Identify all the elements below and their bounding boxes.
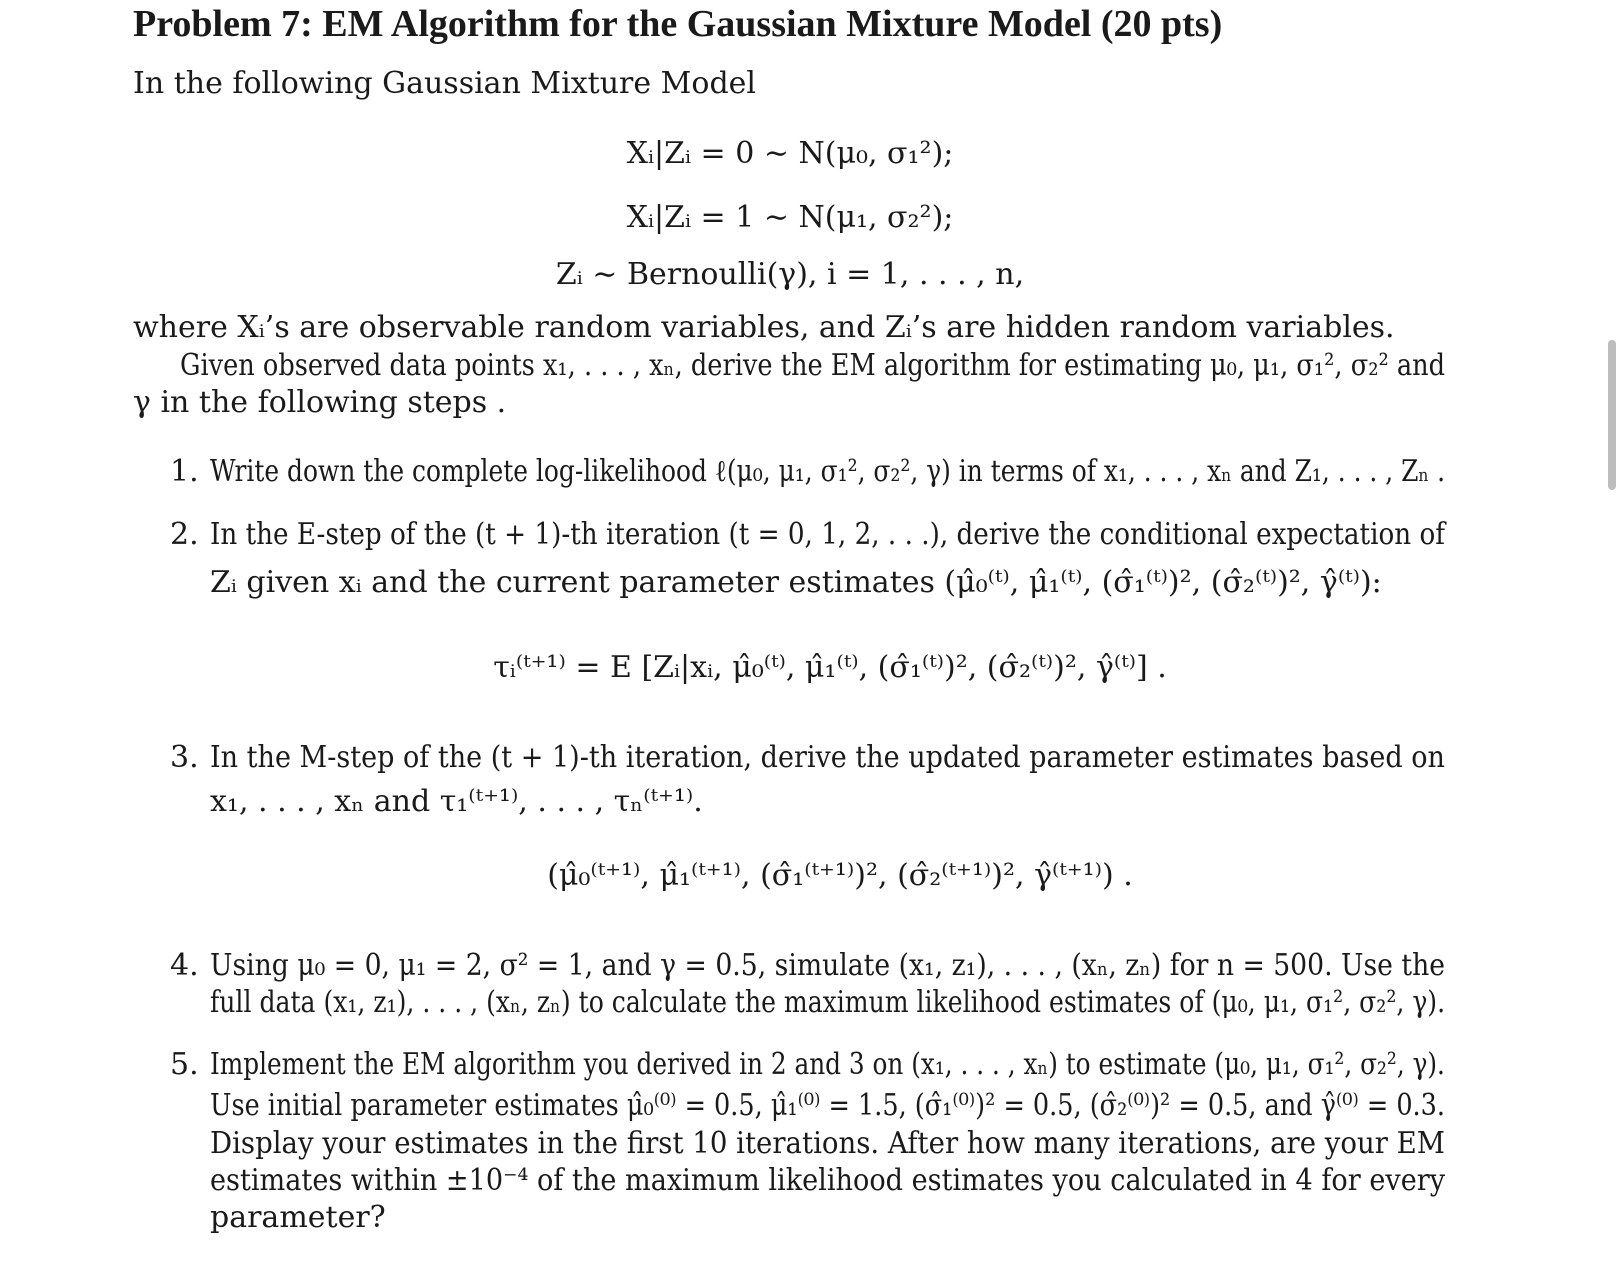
given-text-line1: Given observed data points x₁, . . . , xₙ, derive the EM algorithm for estimating μ₀, μ₁, σ₁², σ₂² and xyxy=(180,348,1446,383)
item-3-text-line1: In the M-step of the (t + 1)-th iteration, derive the updated parameter estimates based on xyxy=(210,740,1445,775)
model-equation-1: Xᵢ|Zᵢ = 0 ∼ N(μ₀, σ₁²); xyxy=(626,136,954,171)
item-4-text-line1: Using μ₀ = 0, μ₁ = 2, σ² = 1, and γ = 0.5, simulate (x₁, z₁), . . . , (xₙ, zₙ) for n = 500. Use the xyxy=(210,948,1446,983)
item-3-number: 3. xyxy=(170,740,199,775)
item-2-equation: τᵢ⁽ᵗ⁺¹⁾ = E [Zᵢ|xᵢ, μ̂₀⁽ᵗ⁾, μ̂₁⁽ᵗ⁾, (σ̂₁⁽ᵗ⁾)², (σ̂₂⁽ᵗ⁾)², γ̂⁽ᵗ⁾] . xyxy=(493,650,1167,685)
item-5-text-line5: parameter? xyxy=(210,1200,386,1235)
item-2-number: 2. xyxy=(170,517,199,552)
item-4-text-line2: full data (x₁, z₁), . . . , (xₙ, zₙ) to calculate the maximum likelihood estimates of (μ₀, μ₁, σ₁², σ₂², γ). xyxy=(210,985,1446,1020)
problem-title: Problem 7: EM Algorithm for the Gaussian Mixture Model (20 pts) xyxy=(133,3,1223,45)
item-3-equation: (μ̂₀⁽ᵗ⁺¹⁾, μ̂₁⁽ᵗ⁺¹⁾, (σ̂₁⁽ᵗ⁺¹⁾)², (σ̂₂⁽ᵗ⁺¹⁾)², γ̂⁽ᵗ⁺¹⁾) . xyxy=(547,858,1133,893)
given-text-line2: γ in the following steps . xyxy=(133,385,507,420)
item-2-text-line2: Zᵢ given xᵢ and the current parameter estimates (μ̂₀⁽ᵗ⁾, μ̂₁⁽ᵗ⁾, (σ̂₁⁽ᵗ⁾)², (σ̂₂⁽ᵗ⁾)², γ̂⁽ᵗ⁾): xyxy=(210,565,1382,600)
item-5-number: 5. xyxy=(170,1047,199,1082)
intro-text: In the following Gaussian Mixture Model xyxy=(133,66,756,101)
vertical-scrollbar[interactable] xyxy=(1608,340,1616,490)
item-1-number: 1. xyxy=(170,454,199,489)
item-4-number: 4. xyxy=(170,948,199,983)
item-5-text-line2: Use initial parameter estimates μ̂₀⁽⁰⁾ = 0.5, μ̂₁⁽⁰⁾ = 1.5, (σ̂₁⁽⁰⁾)² = 0.5, (σ̂₂⁽⁰⁾)² = 0.5, and γ̂⁽⁰⁾ = 0.3. xyxy=(210,1088,1446,1123)
item-5-text-line4: estimates within ±10⁻⁴ of the maximum likelihood estimates you calculated in 4 for every xyxy=(210,1163,1446,1198)
item-5-text-line3: Display your estimates in the first 10 iterations. After how many iterations, are your EM xyxy=(210,1126,1446,1161)
item-5-text-line1: Implement the EM algorithm you derived in 2 and 3 on (x₁, . . . , xₙ) to estimate (μ₀, μ₁, σ₁², σ₂², γ). xyxy=(210,1047,1445,1082)
model-equation-3: Zᵢ ∼ Bernoulli(γ), i = 1, . . . , n, xyxy=(555,257,1025,292)
where-text: where Xᵢ’s are observable random variables, and Zᵢ’s are hidden random variables. xyxy=(133,310,1395,345)
item-1-text: Write down the complete log-likelihood ℓ(μ₀, μ₁, σ₁², σ₂², γ) in terms of x₁, . . . , xₙ and Z₁, . . . , Zₙ . xyxy=(210,454,1446,489)
item-2-text-line1: In the E-step of the (t + 1)-th iteration (t = 0, 1, 2, . . .), derive the conditional expectation of xyxy=(210,517,1445,552)
model-equation-2: Xᵢ|Zᵢ = 1 ∼ N(μ₁, σ₂²); xyxy=(626,200,954,235)
item-3-text-line2: x₁, . . . , xₙ and τ₁⁽ᵗ⁺¹⁾, . . . , τₙ⁽ᵗ⁺¹⁾. xyxy=(210,784,703,819)
